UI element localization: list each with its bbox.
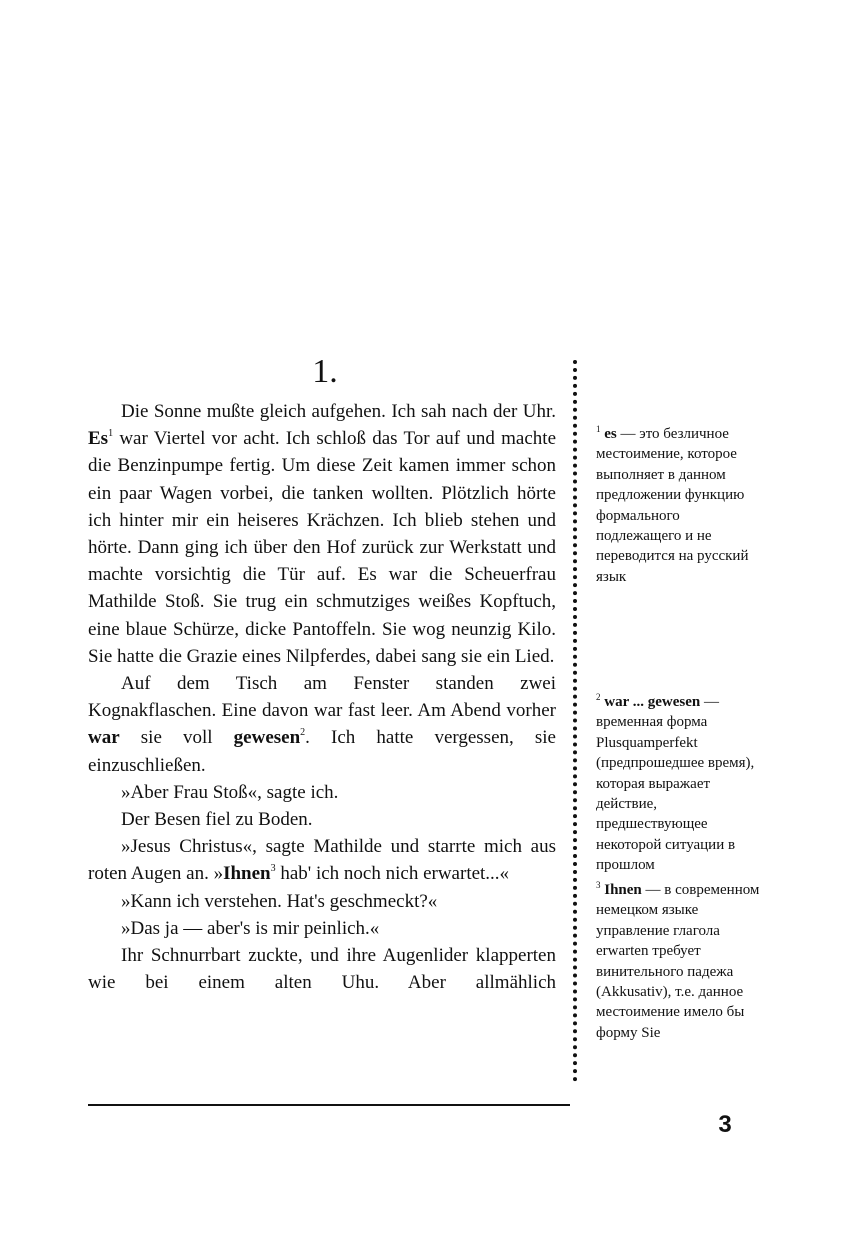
footnote-marker-1: 1	[108, 428, 114, 440]
paragraph-5-part-1: »Jesus Christus«, sagte Mathilde und starrte mich aus roten Augen an. »	[88, 836, 556, 885]
sidebar-note-1	[596, 424, 766, 587]
note-2-text: — временная форма Plusquamperfekt (предпрошедшее время), которая выражает действие, предшествующее некоторой ситуации в прошлом	[596, 694, 755, 874]
term-gewesen: gewesen	[233, 727, 301, 749]
note-2-number: 2	[596, 692, 601, 702]
note-1-text: — это безличное местоимение, которое выполняет в данном предложении функцию формального подлежащего и не переводится на русский язык	[596, 426, 749, 585]
dotted-separator	[573, 360, 577, 1082]
paragraph-2-part-1: Auf dem Tisch am Fenster standen zwei Kognakflaschen. Eine davon war fast leer. Am Abend vorher	[88, 673, 556, 722]
note-3-number: 3	[596, 880, 601, 890]
note-3-term: Ihnen	[604, 882, 642, 898]
page-number: 3	[718, 1111, 732, 1138]
paragraph-3: »Aber Frau Stoß«, sagte ich.	[121, 781, 339, 803]
bottom-rule	[88, 1104, 570, 1106]
paragraph-1-part-1: Die Sonne mußte gleich aufgehen. Ich sah nach der Uhr.	[121, 401, 556, 422]
note-2-term: war ... gewesen	[604, 694, 701, 710]
footnote-marker-3: 3	[270, 863, 276, 875]
paragraph-5-part-2: hab' ich noch nich erwartet...«	[275, 863, 510, 885]
paragraph-8: Ihr Schnurrbart zuckte, und ihre Augenlider klapperten wie bei einem alten Uhu. Aber allmählich	[88, 945, 556, 994]
sidebar-note-3	[596, 880, 766, 1043]
paragraph-7: »Das ja — aber's is mir peinlich.«	[121, 917, 380, 939]
paragraph-1	[88, 398, 556, 670]
paragraph-2-part-3: . Ich hatte vergessen, sie einzuschließen.	[88, 727, 556, 776]
paragraph-6: »Kann ich verstehen. Hat's geschmeckt?«	[121, 890, 438, 912]
note-1-number: 1	[596, 424, 601, 434]
paragraph-1-part-2: war Viertel vor acht. Ich schloß das Tor auf und machte die Benzinpumpe fertig. Um diese Zeit kamen immer schon ein paar Wagen vorbei, die tanken wollten. Plötzlich hörte ich hinter mir ein heiseres Krächzen. Ich blieb stehen und hörte. Dann ging ich über den Hof zurück zur Werkstatt und machte vorsichtig die Tür auf. Es war die Scheuerfrau Mathilde Stoß. Sie trug ein schmutziges weißes Kopftuch, eine blaue Schürze, dicke Pantoffeln. Sie wog neunzig Kilo. Sie hatte die Grazie eines Nilpferdes, dabei sang sie ein Lied.	[88, 428, 556, 667]
paragraph-2	[88, 670, 556, 779]
footnote-marker-2: 2	[300, 727, 306, 739]
main-text	[88, 398, 556, 996]
sidebar-note-2	[596, 692, 766, 876]
term-es: Es	[88, 428, 109, 450]
term-war: war	[88, 727, 120, 749]
term-ihnen: Ihnen	[223, 863, 271, 885]
paragraph-4: Der Besen fiel zu Boden.	[121, 809, 313, 831]
chapter-number: 1.	[312, 353, 338, 390]
note-1-term: es	[604, 426, 617, 442]
note-3-text: — в современном немецком языке управление глагола erwarten требует винительного падежа (Akkusativ), т.е. данное местоимение имело бы форму Sie	[596, 882, 760, 1041]
paragraph-5	[88, 833, 556, 887]
paragraph-2-part-2: sie voll	[119, 727, 234, 749]
